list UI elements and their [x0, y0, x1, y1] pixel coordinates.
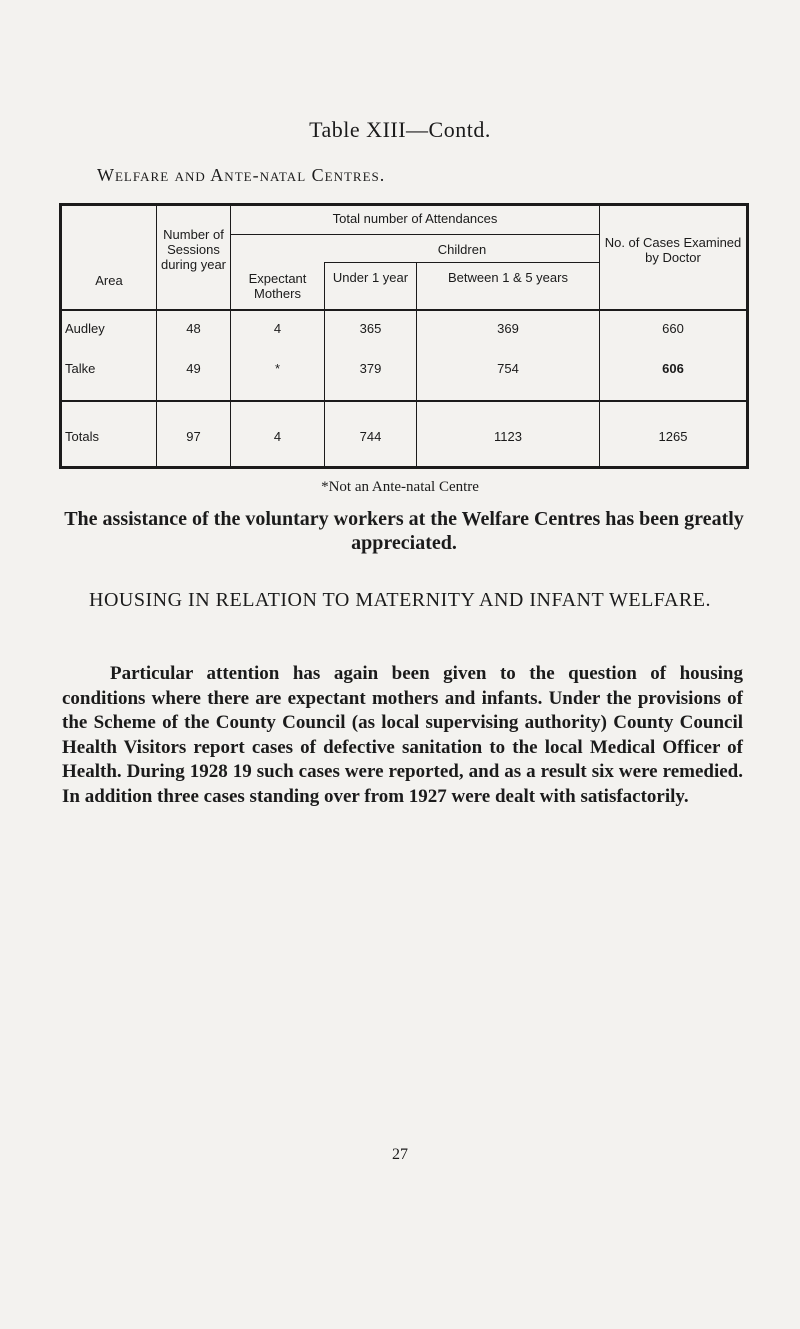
row-totals-area: Totals — [65, 429, 99, 444]
header-cases-examined: No. of Cases Examined by Doctor — [604, 235, 742, 265]
assistance-paragraph: The assistance of the voluntary workers at the Welfare Centres has been greatly appreciated. — [64, 508, 744, 554]
row-totals-between: 1123 — [494, 429, 522, 444]
row-totals-expectant: 4 — [273, 429, 282, 444]
header-children: Children — [437, 242, 487, 257]
attendance-table — [59, 203, 749, 469]
row-audley-under1: 365 — [359, 321, 382, 336]
row-totals-cases: 1265 — [658, 429, 688, 444]
totals-top-rule — [59, 400, 749, 402]
table-left-rule — [59, 203, 62, 469]
row-totals-under1: 744 — [359, 429, 382, 444]
table-bottom-rule — [59, 466, 749, 469]
table-right-rule — [746, 203, 749, 469]
attendance-subrule — [230, 234, 599, 235]
header-total-attendances: Total number of Attendances — [332, 211, 498, 226]
row-talke-cases: 606 — [662, 361, 684, 376]
row-audley-between: 369 — [497, 321, 519, 336]
header-area: Area — [95, 273, 123, 288]
table-footnote: *Not an Ante-natal Centre — [321, 479, 479, 495]
row-talke-expectant: * — [274, 361, 281, 376]
table-caption: Table XIII—Contd. — [309, 117, 491, 142]
row-talke-between: 754 — [497, 361, 519, 376]
row-talke-under1: 379 — [359, 361, 382, 376]
row-audley-expectant: 4 — [273, 321, 282, 336]
row-talke-area: Talke — [65, 361, 96, 376]
row-talke-sessions: 49 — [186, 361, 201, 376]
row-audley-sessions: 48 — [186, 321, 201, 336]
children-subrule — [324, 262, 599, 263]
page-number: 27 — [392, 1146, 408, 1163]
row-audley-cases: 660 — [662, 321, 684, 336]
header-between-1-5-years: Between 1 & 5 years — [448, 270, 568, 285]
table-top-rule — [59, 203, 749, 206]
row-audley-area: Audley — [65, 321, 105, 336]
header-bottom-rule — [59, 309, 749, 311]
header-under-1-year: Under 1 year — [332, 270, 409, 285]
housing-paragraph: Particular attention has again been given to the question of housing conditions where there are expectant mothers and infants. Under the provisions of the Scheme of the County Council (as local supervising authority) County Council Health Visitors report cases of defective sanitation to the local Medical Officer of Health. During 1928 19 such cases were reported, and as a result six were remedied. In addition three cases standing over from 1927 were dealt with satisfactorily. — [62, 663, 743, 807]
section-heading: HOUSING IN RELATION TO MATERNITY AND INFANT WELFARE. — [89, 589, 711, 611]
header-expectant-mothers: Expectant Mothers — [248, 271, 307, 301]
header-sessions: Number of Sessions during year — [160, 227, 227, 272]
row-totals-sessions: 97 — [186, 429, 201, 444]
table-subcaption: Welfare and Ante-natal Centres. — [97, 165, 386, 185]
